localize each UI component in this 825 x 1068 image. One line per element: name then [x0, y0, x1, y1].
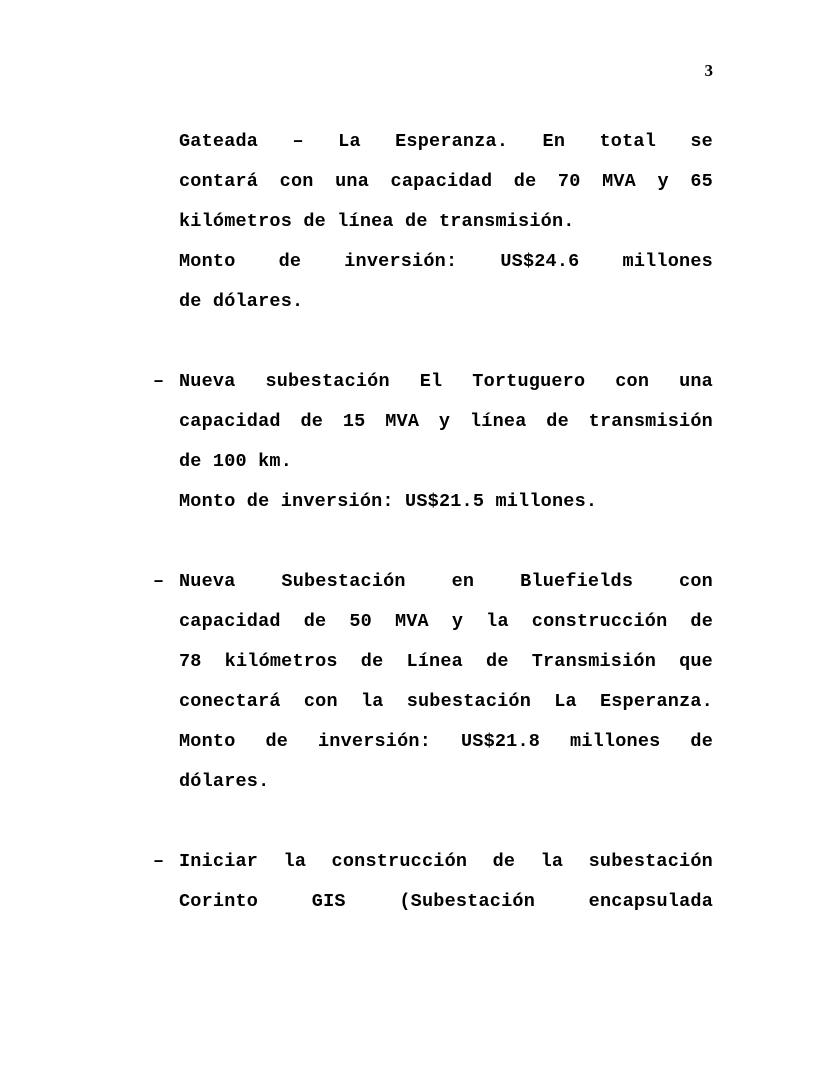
text-line: [179, 242, 713, 282]
word: una: [335, 171, 369, 192]
word: y: [438, 411, 451, 432]
word: que: [679, 651, 713, 672]
text-line: [179, 562, 713, 602]
word: construcción: [531, 611, 668, 632]
paragraph-lines: [179, 122, 713, 322]
text-line: de 100 km.: [179, 451, 293, 472]
word: con: [679, 571, 713, 592]
word: La: [338, 131, 361, 152]
word: la: [540, 851, 564, 872]
word: Línea: [406, 651, 463, 672]
word: se: [690, 131, 713, 152]
word: millones: [570, 731, 661, 752]
block-corinto-gis: [153, 842, 713, 922]
word: Monto: [179, 251, 236, 272]
word: Esperanza.: [395, 131, 509, 152]
word: y: [451, 611, 464, 632]
word: Transmisión: [531, 651, 657, 672]
block-el-tortuguero: [153, 362, 713, 522]
text-line: kilómetros de línea de transmisión.: [179, 211, 575, 232]
word: 70: [557, 171, 581, 192]
word: y: [657, 171, 669, 192]
word: contará: [179, 171, 259, 192]
word: con: [279, 171, 314, 192]
text-line: [179, 642, 713, 682]
word: capacidad: [179, 411, 281, 432]
word: Nueva: [179, 371, 236, 392]
word: transmisión: [588, 411, 713, 432]
word: 15: [342, 411, 366, 432]
word: con: [615, 371, 650, 392]
word: subestación: [265, 371, 390, 392]
text-line: [179, 682, 713, 722]
word: 65: [690, 171, 713, 192]
text-line: [179, 362, 713, 402]
word: una: [679, 371, 713, 392]
word: US$24.6: [500, 251, 580, 272]
word: Nueva: [179, 571, 236, 592]
word: de: [360, 651, 384, 672]
word: El: [419, 371, 443, 392]
word: Bluefields: [520, 571, 634, 592]
bullet-dash-icon: –: [153, 371, 165, 392]
word: la: [360, 691, 384, 712]
word: US$21.8: [460, 731, 541, 752]
word: (Subestación: [399, 891, 535, 912]
word: MVA: [394, 611, 429, 632]
word: de: [690, 731, 713, 752]
text-line: Monto de inversión: US$21.5 millones.: [179, 491, 598, 512]
text-line: [179, 722, 713, 762]
paragraph-lines: [179, 362, 713, 522]
word: Esperanza.: [599, 691, 713, 712]
text-line: [179, 842, 713, 882]
word: capacidad: [179, 611, 281, 632]
word: MVA: [385, 411, 420, 432]
word: de: [492, 851, 516, 872]
word: de: [486, 651, 509, 672]
paragraph-lines: [179, 842, 713, 922]
word: de: [265, 731, 289, 752]
word: construcción: [331, 851, 468, 872]
word: Subestación: [281, 571, 406, 592]
word: Monto: [179, 731, 236, 752]
word: encapsulada: [588, 891, 713, 912]
word: total: [599, 131, 656, 152]
word: En: [542, 131, 566, 152]
word: kilómetros: [224, 651, 338, 672]
word: MVA: [602, 171, 636, 192]
word: Iniciar: [179, 851, 259, 872]
block-bluefields: [153, 562, 713, 802]
word: subestación: [588, 851, 713, 872]
word: La: [554, 691, 577, 712]
document-body: [153, 122, 713, 922]
word: la: [283, 851, 307, 872]
word: de: [278, 251, 302, 272]
word: Gateada: [179, 131, 259, 152]
word: subestación: [406, 691, 532, 712]
word: conectará: [179, 691, 281, 712]
word: línea: [469, 411, 527, 432]
text-line: dólares.: [179, 771, 270, 792]
word: de: [690, 611, 713, 632]
word: la: [486, 611, 509, 632]
page-number: 3: [704, 61, 713, 80]
word: 78: [179, 651, 202, 672]
block-gateada-la-esperanza: [153, 122, 713, 322]
text-line: de dólares.: [179, 291, 304, 312]
text-line: [179, 602, 713, 642]
word: –: [292, 131, 304, 152]
text-line: [179, 402, 713, 442]
word: millones: [622, 251, 713, 272]
word: de: [303, 611, 327, 632]
word: Tortuguero: [472, 371, 586, 392]
text-line: [179, 162, 713, 202]
word: Corinto: [179, 891, 259, 912]
word: de: [513, 171, 537, 192]
paragraph-lines: [179, 562, 713, 802]
word: inversión:: [318, 731, 432, 752]
word: GIS: [311, 891, 346, 912]
text-line: [179, 882, 713, 922]
word: 50: [349, 611, 372, 632]
word: de: [546, 411, 569, 432]
word: con: [303, 691, 338, 712]
word: inversión:: [344, 251, 458, 272]
bullet-dash-icon: –: [153, 851, 165, 872]
bullet-dash-icon: –: [153, 571, 165, 592]
word: de: [300, 411, 324, 432]
word: capacidad: [390, 171, 493, 192]
text-line: [179, 122, 713, 162]
word: en: [451, 571, 475, 592]
